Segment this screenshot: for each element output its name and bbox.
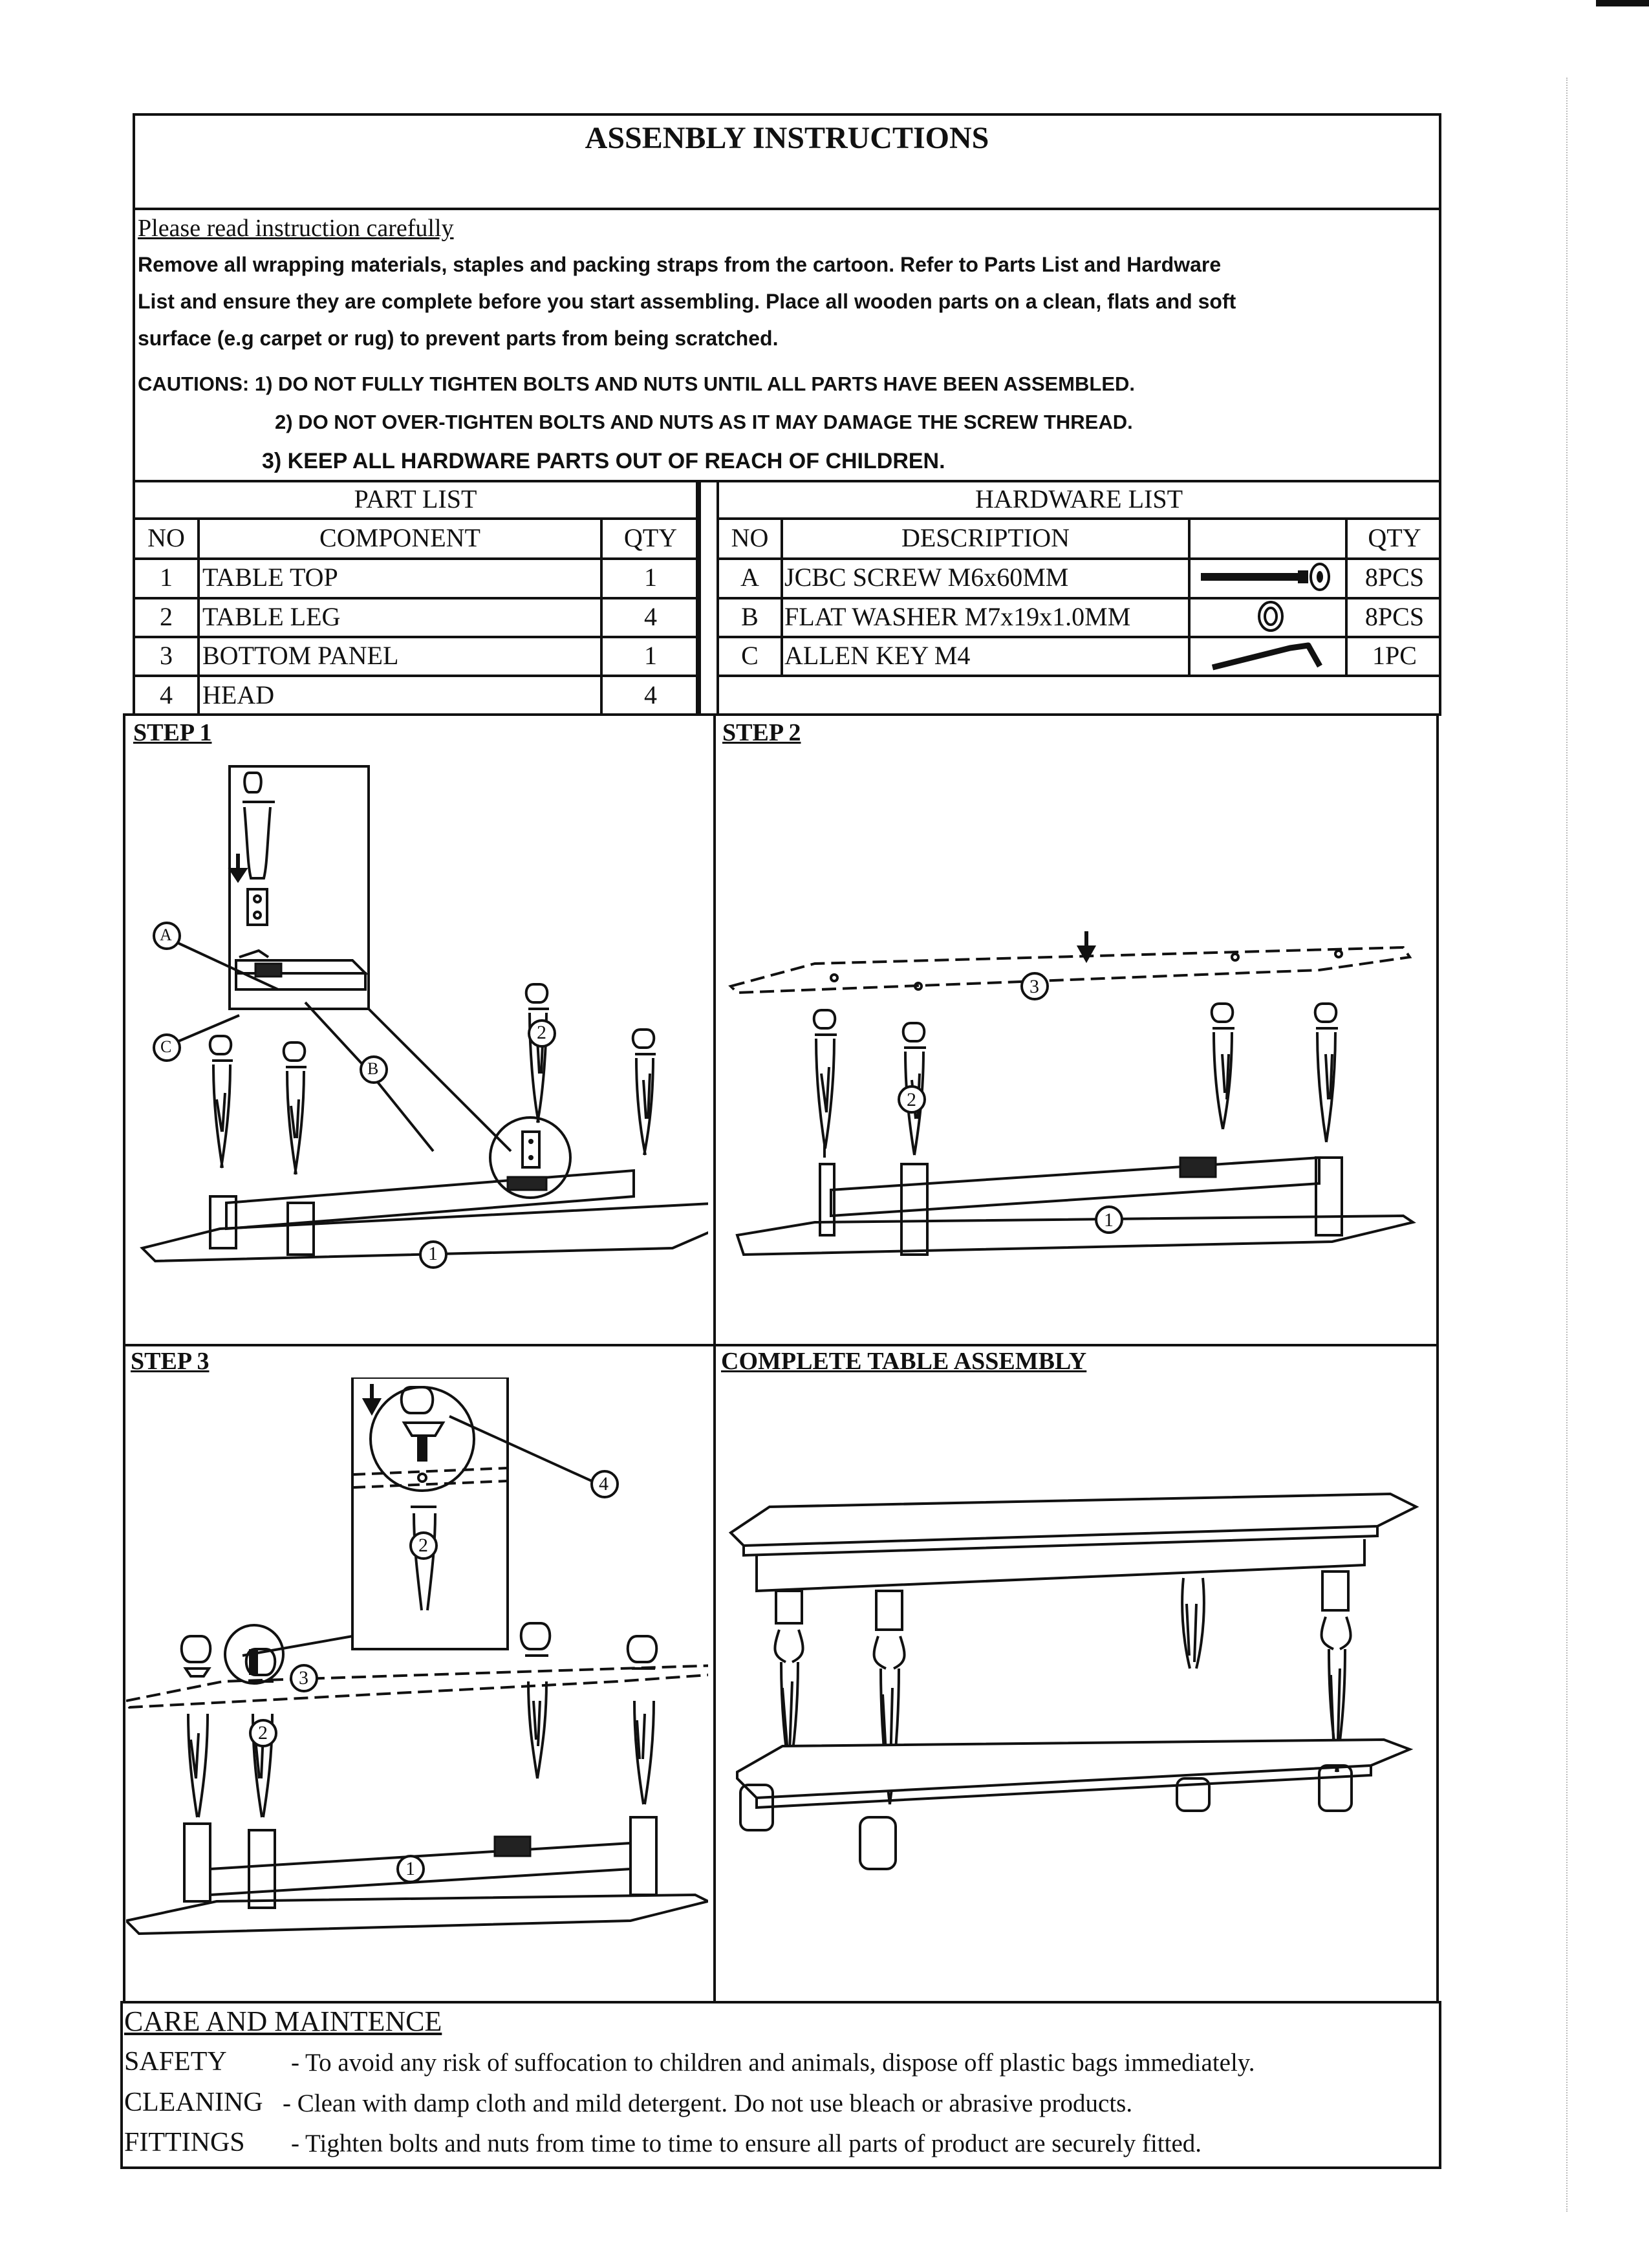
part-col-component: COMPONENT (319, 523, 480, 552)
intro-heading: Please read instruction carefully (138, 215, 454, 242)
bottom-panel (126, 1837, 708, 1934)
divider (133, 636, 698, 638)
care-label-safety: SAFETY (124, 2047, 227, 2077)
divider (717, 517, 1441, 520)
hw-col-no: NO (731, 523, 769, 552)
care-text-fittings: - Tighten bolts and nuts from time to time to ensure all parts of product are securely fitted. (291, 2130, 1202, 2157)
intro-line: surface (e.g carpet or rug) to prevent parts from being scratched. (138, 327, 779, 350)
scan-mark (1596, 0, 1649, 6)
hw-no: C (741, 641, 759, 670)
care-heading: CARE AND MAINTENCE (124, 2005, 442, 2037)
callout-a: A (160, 925, 172, 944)
callout-2: 2 (907, 1089, 916, 1110)
divider (717, 675, 1441, 677)
callout-1: 1 (1104, 1209, 1114, 1231)
caution-line: CAUTIONS: 1) DO NOT FULLY TIGHTEN BOLTS AND NUTS UNTIL ALL PARTS HAVE BEEN ASSEMBLED. (138, 373, 1136, 395)
bottom-panel (737, 1740, 1410, 1869)
callout-b: B (367, 1059, 379, 1078)
hw-qty: 8PCS (1364, 602, 1425, 631)
divider (133, 597, 698, 599)
part-no: 3 (160, 641, 173, 670)
hardware-list-title: HARDWARE LIST (975, 484, 1183, 513)
scan-edge-line (1566, 78, 1569, 2212)
callout-2: 2 (258, 1722, 268, 1744)
step-3-label: STEP 3 (131, 1348, 210, 1375)
hw-no: B (741, 602, 759, 631)
part-col-qty: QTY (623, 523, 678, 552)
part-col-no: NO (147, 523, 185, 552)
callout-2: 2 (537, 1022, 546, 1043)
step-3-diagram (126, 1377, 708, 1979)
divider (698, 480, 701, 716)
hw-col-description: DESCRIPTION (901, 523, 1070, 552)
part-qty: 1 (644, 563, 657, 592)
divider (1188, 517, 1191, 675)
step-1-diagram (129, 750, 708, 1287)
callout-1: 1 (428, 1243, 438, 1264)
callout-2: 2 (418, 1535, 428, 1556)
part-qty: 4 (644, 602, 657, 631)
care-label-cleaning: CLEANING (124, 2088, 263, 2117)
step-2-diagram (718, 750, 1432, 1287)
part-list-title: PART LIST (354, 484, 477, 513)
down-arrow-icon (232, 854, 244, 880)
table-top-panel (731, 1494, 1416, 1591)
divider (133, 517, 698, 520)
intro-line: List and ensure they are complete before you start assembling. Place all wooden parts on a clean, flats and soft (138, 290, 1236, 313)
hw-qty: 1PC (1372, 641, 1417, 670)
callout-1: 1 (405, 1858, 415, 1879)
table-legs (210, 984, 656, 1174)
part-qty: 1 (644, 641, 657, 670)
hw-col-qty: QTY (1368, 523, 1421, 552)
complete-assembly-label: COMPLETE TABLE ASSEMBLY (721, 1348, 1087, 1375)
step-1-label: STEP 1 (133, 719, 212, 746)
care-label-fittings: FITTINGS (124, 2128, 245, 2157)
callout-3: 3 (1029, 976, 1039, 997)
complete-table-diagram (718, 1474, 1429, 1927)
hw-qty: 8PCS (1364, 563, 1425, 592)
part-component: TABLE TOP (202, 563, 338, 592)
callout-c: C (160, 1037, 172, 1056)
down-arrow-icon (1080, 931, 1093, 959)
callout-4: 4 (599, 1473, 609, 1495)
bottom-panel (737, 1158, 1413, 1255)
hw-description: JCBC SCREW M6x60MM (784, 563, 1069, 592)
divider (713, 713, 716, 2003)
allen-key-icon (1193, 638, 1342, 673)
hw-description: ALLEN KEY M4 (784, 641, 971, 670)
divider (133, 557, 698, 560)
hw-description: FLAT WASHER M7x19x1.0MM (784, 602, 1131, 631)
step-2-label: STEP 2 (722, 719, 801, 746)
step3-detail-inset (352, 1377, 508, 1649)
caution-line: 3) KEEP ALL HARDWARE PARTS OUT OF REACH OF CHILDREN. (262, 449, 945, 473)
part-no: 2 (160, 602, 173, 631)
step1-detail-inset (230, 766, 369, 1009)
page-title: ASSENBLY INSTRUCTIONS (585, 121, 989, 155)
part-component: BOTTOM PANEL (202, 641, 399, 670)
care-text-safety: - To avoid any risk of suffocation to children and animals, dispose off plastic bags immediately. (291, 2049, 1255, 2077)
part-no: 1 (160, 563, 173, 592)
part-no: 4 (160, 680, 173, 709)
intro-line: Remove all wrapping materials, staples and packing straps from the cartoon. Refer to Parts List and Hardware (138, 253, 1222, 276)
care-text-cleaning: - Clean with damp cloth and mild detergent. Do not use bleach or abrasive products. (283, 2090, 1133, 2117)
part-component: TABLE LEG (202, 602, 341, 631)
table-top-panel (126, 1665, 708, 1707)
down-arrow-icon (365, 1384, 378, 1412)
callout-3: 3 (299, 1667, 308, 1689)
caution-line: 2) DO NOT OVER-TIGHTEN BOLTS AND NUTS AS IT MAY DAMAGE THE SCREW THREAD. (275, 411, 1133, 433)
table-top-panel (731, 947, 1410, 993)
part-qty: 4 (644, 680, 657, 709)
washer-icon (1193, 599, 1342, 634)
screw-icon (1193, 560, 1342, 595)
hw-no: A (740, 563, 759, 592)
divider (123, 1344, 1439, 1346)
part-component: HEAD (202, 680, 275, 709)
divider (133, 675, 698, 677)
